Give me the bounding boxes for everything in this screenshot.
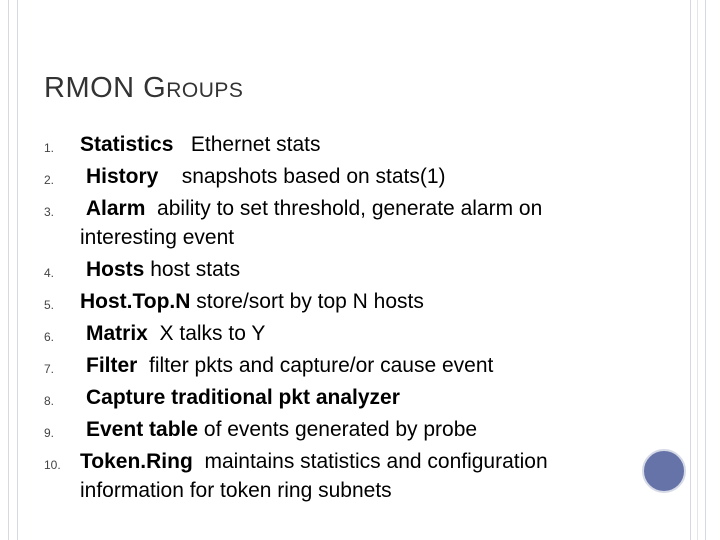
right-border-line (697, 0, 698, 540)
list-item (44, 130, 644, 159)
item-term: Alarm (85, 197, 146, 220)
item-term: Token.Ring (80, 450, 193, 473)
list-item (44, 287, 644, 316)
item-term: Hosts (86, 258, 145, 281)
item-desc: X talks to Y (159, 322, 266, 345)
title-part-2: ROUPS (166, 79, 244, 102)
item-desc: maintains statistics and configuration information for token ring subnets (80, 450, 548, 502)
item-number: 4. (44, 266, 55, 280)
title-cap-1: R (44, 72, 66, 104)
item-term: Matrix (86, 322, 148, 345)
item-desc: ability to set threshold, generate alarm on interesting event (80, 197, 543, 249)
title-cap-2: G (143, 72, 167, 104)
item-desc: of events generated by probe (203, 418, 478, 441)
item-number: 1. (44, 141, 55, 155)
item-term: Capture traditional pkt analyzer (86, 386, 400, 409)
title-part-1: MON (65, 72, 144, 104)
item-number: 10. (44, 458, 61, 472)
item-term: History (86, 165, 159, 188)
list-item (44, 415, 644, 444)
list-item (44, 383, 644, 412)
item-desc: store/sort by top N hosts (196, 290, 424, 313)
item-desc: host stats (150, 258, 241, 281)
item-desc: filter pkts and capture/or cause event (149, 354, 494, 377)
item-number: 8. (44, 394, 55, 408)
item-term: Statistics (80, 133, 174, 156)
slide-title (44, 72, 243, 105)
item-term: Event table (86, 418, 199, 441)
item-number: 9. (44, 426, 55, 440)
list-item (44, 255, 644, 284)
list-item (44, 351, 644, 380)
item-number: 7. (44, 362, 55, 376)
list-item (44, 319, 644, 348)
item-term: Filter (86, 354, 138, 377)
decorative-circle (642, 449, 686, 493)
item-number: 2. (44, 173, 55, 187)
rmon-groups-list (44, 130, 644, 508)
item-number: 3. (44, 205, 55, 219)
right-border-decoration (690, 0, 706, 540)
item-term: Host.Top.N (80, 290, 191, 313)
item-number: 5. (44, 298, 55, 312)
list-item (44, 194, 644, 252)
list-item (44, 162, 644, 191)
item-desc: snapshots based on stats(1) (181, 165, 446, 188)
left-border-decoration (8, 0, 18, 540)
list-item (44, 447, 644, 505)
item-number: 6. (44, 330, 55, 344)
item-desc: Ethernet stats (190, 133, 321, 156)
